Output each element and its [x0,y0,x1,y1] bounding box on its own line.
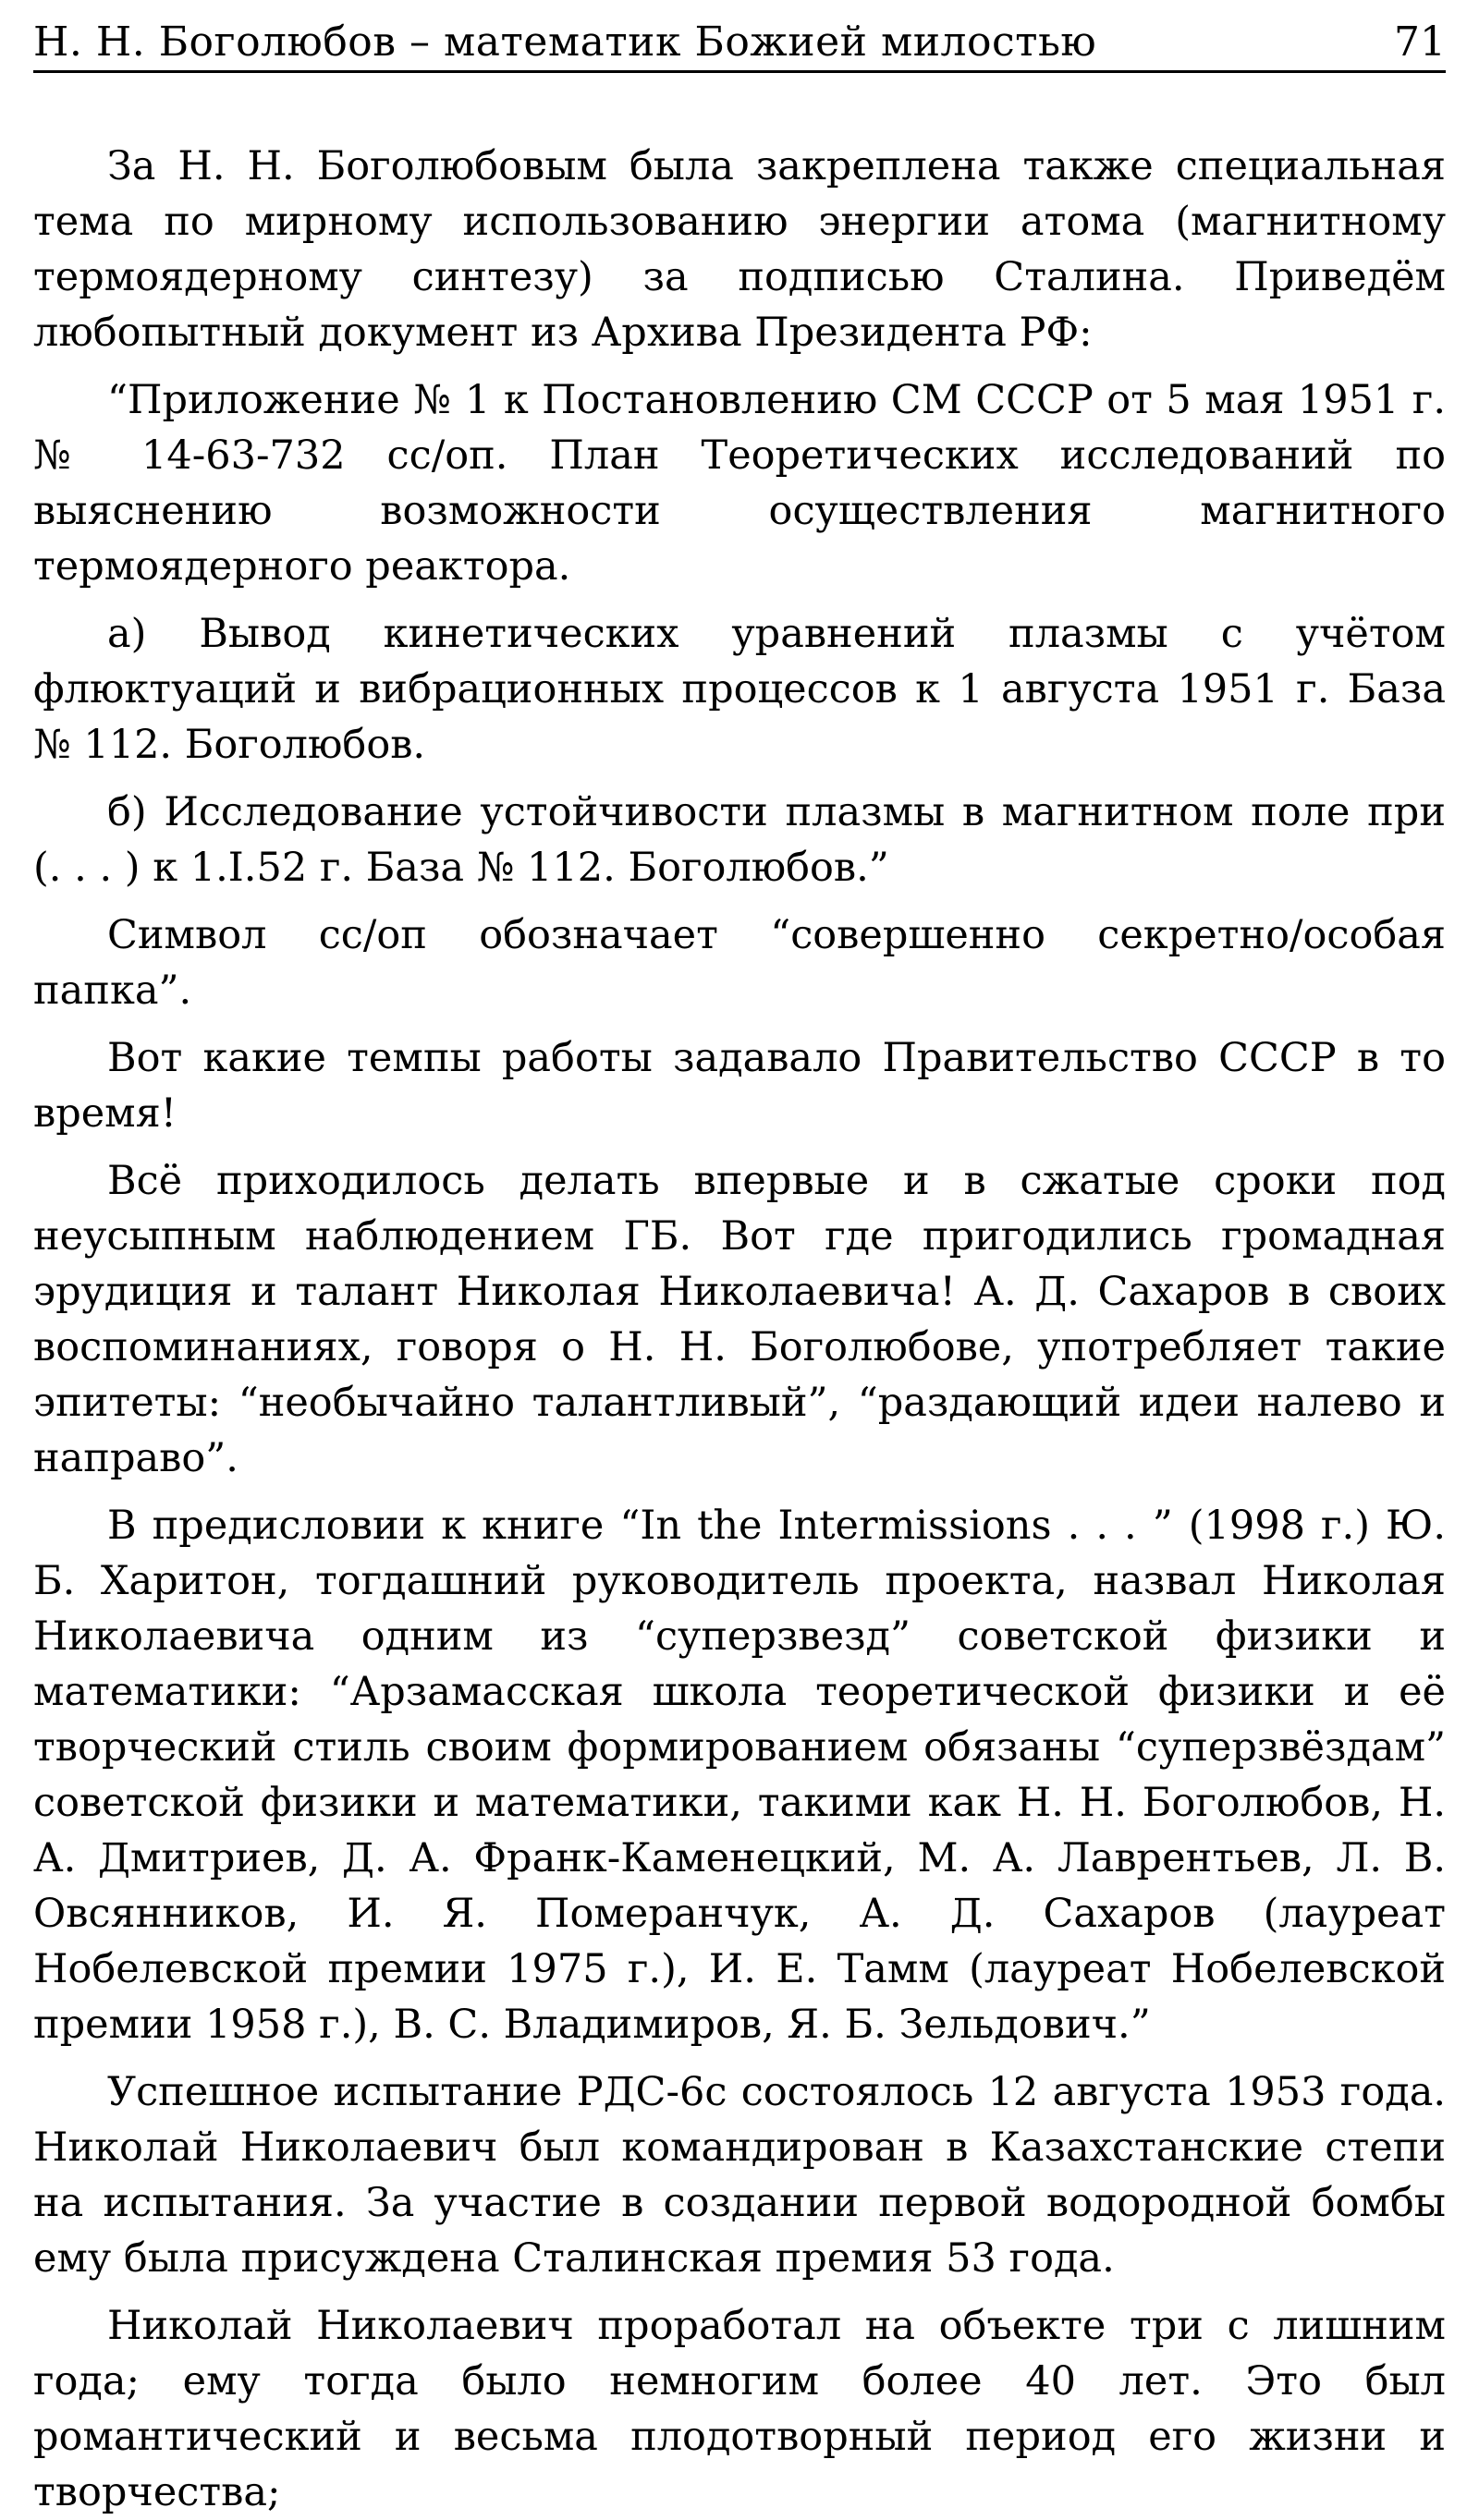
body-text [33,139,1446,2520]
paragraph: Всё приходилось делать впервые и в сжатые сроки под неусыпным наблюдением ГБ. Вот где пригодились громадная эрудиция и талант Николая Николаевича! А. Д. Сахаров в своих воспоминаниях, говоря о Н. Н. Боголюбове, употребляет такие эпитеты: “необычайно талантливый”, “раздающий идеи налево и направо”. [33,1158,1446,1481]
paragraph: За Н. Н. Боголюбовым была закреплена также специальная тема по мирному использованию энергии атома (магнитному термоядерному синтезу) за подписью Сталина. Приведём любопытный документ из Архива Президента РФ: [33,143,1446,356]
running-title: Н. Н. Боголюбов – математик Божией милостью [33,18,1097,66]
paragraph: Символ сс/оп обозначает “совершенно секретно/особая папка”. [33,912,1446,1014]
running-header [33,13,1446,73]
paragraph: Вот какие темпы работы задавало Правительство СССР в то время! [33,1035,1446,1137]
page-number: 71 [1394,18,1446,66]
paragraph: В предисловии к книге “In the Intermissions . . . ” (1998 г.) Ю. Б. Харитон, тогдашний руководитель проекта, назвал Николая Николаевича одним из “суперзвезд” советской физики и математики: “Арзамасская школа теоретической физики и её творческий стиль своим формированием обязаны “суперзвёздам” советской физики и математики, такими как Н. Н. Боголюбов, Н. А. Дмитриев, Д. А. Франк-Каменецкий, М. А. Лаврентьев, Л. В. Овсянников, И. Я. Померанчук, А. Д. Сахаров (лауреат Нобелевской премии 1975 г.), И. Е. Тамм (лауреат Нобелевской премии 1958 г.), В. С. Владимиров, Я. Б. Зельдович.” [33,1503,1446,2048]
paragraph: Успешное испытание РДС-6с состоялось 12 августа 1953 года. Николай Николаевич был командирован в Казахстанские степи на испытания. За участие в создании первой водородной бомбы ему была присуждена Сталинская премия 53 года. [33,2069,1446,2282]
paragraph: “Приложение № 1 к Постановлению СМ СССР от 5 мая 1951 г. № 14-63-732 сс/оп. План Теоретических исследований по выяснению возможности осуществления магнитного термоядерного реактора. [33,377,1446,590]
paragraph: Николай Николаевич проработал на объекте три с лишним года; ему тогда было немногим более 40 лет. Это был романтический и весьма плодотворный период его жизни и творчества; [33,2303,1446,2515]
paragraph: б) Исследование устойчивости плазмы в магнитном поле при (. . . ) к 1.I.52 г. База № 112. Боголюбов.” [33,789,1446,891]
paragraph: а) Вывод кинетических уравнений плазмы с учётом флюктуаций и вибрационных процессов к 1 августа 1951 г. База № 112. Боголюбов. [33,611,1446,768]
